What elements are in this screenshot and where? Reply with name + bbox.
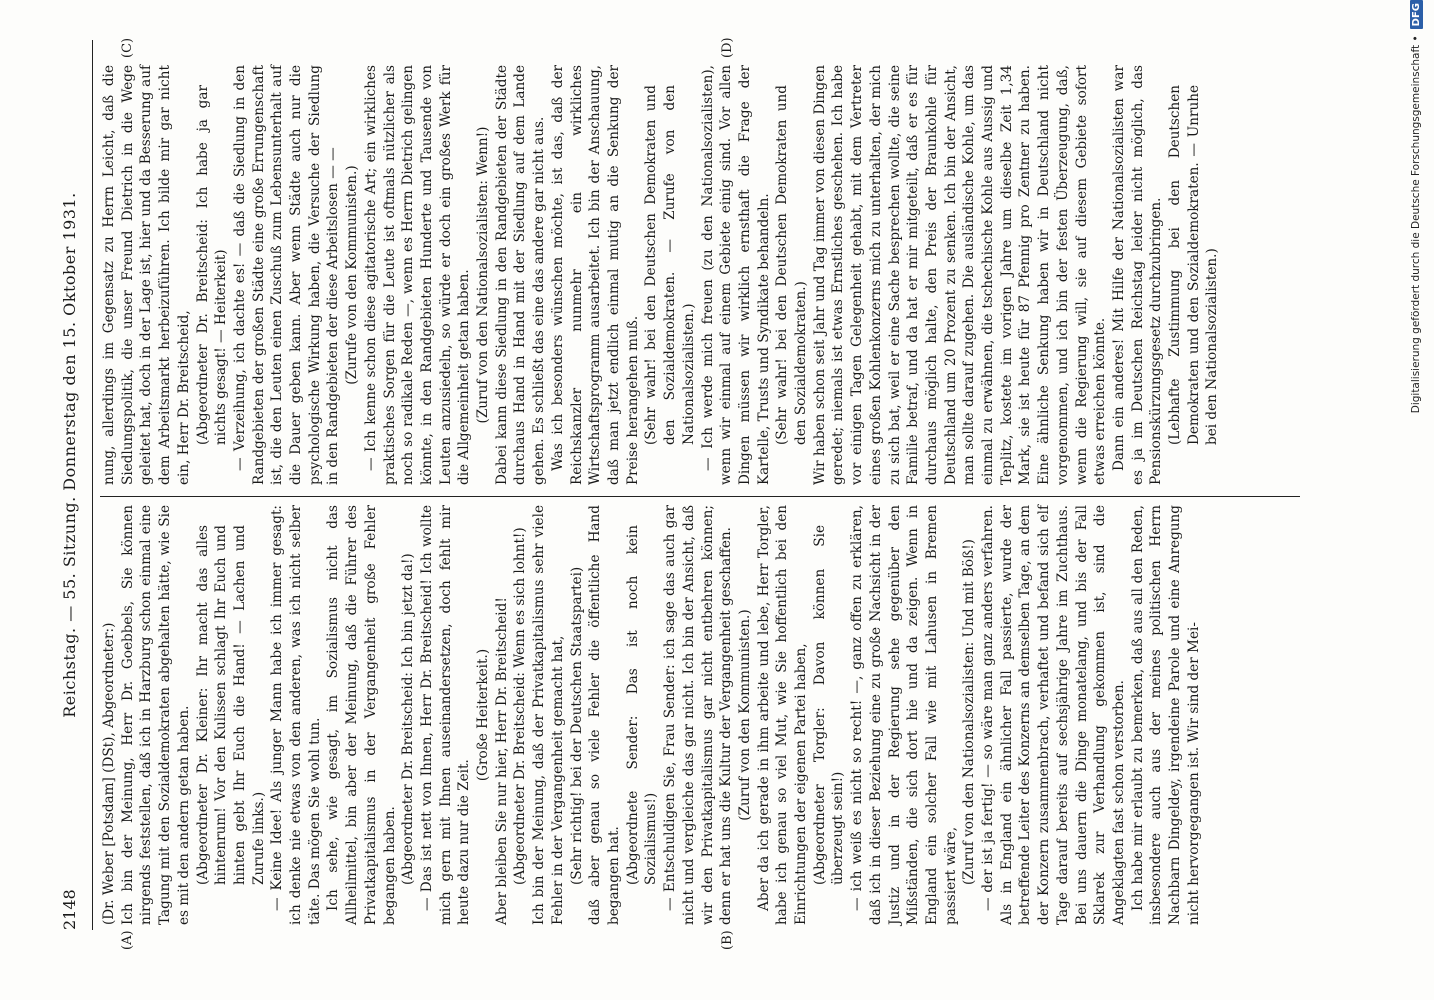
paragraph: Aber bleiben Sie nur hier, Herr Dr. Breitscheid!	[493, 597, 510, 925]
paragraph: (Abgeordneter Dr. Kleiner: Ihr macht das alles hintenrum! Vor den Kulissen schlagt Ihr Euch und hinten gebt Ihr Euch die Hand! — Lachen und Zurufe links.)	[194, 525, 267, 885]
dfg-logo: DFG	[1410, 0, 1423, 29]
paragraph: daß aber genau so viele Fehler die öffentliche Hand begangen hat.	[587, 505, 622, 925]
paragraph: (Sehr wahr! bei den Deutschen Demokraten und den Sozialdemokraten.)	[774, 85, 810, 445]
margin-mark-a: (A)	[120, 930, 135, 950]
paragraph: (Zuruf von den Nationalsozialisten: Und mit Böß!)	[961, 539, 978, 885]
page-number: 2148	[60, 889, 79, 930]
paragraph: — Keine Idee! Als junger Mann habe ich immer gesagt: ich denke nie etwas von den anderen, was ich nicht selber täte. Das mögen Sie wohl tun.	[269, 505, 323, 925]
paragraph: — Ich kenne schon diese agitatorische Art; ein wirkliches praktisches Sorgen für die Leute ist oftmals nützlicher als noch so radikale Reden —, wenn es Herrn Dietrich gelingen könnte, in den Randgebieten Hunderte und Tausende von Leuten anzusiedeln, so würde er doch ein großes Werk für die Allgemeinheit getan haben.	[362, 65, 473, 485]
paragraph: — Entschuldigen Sie, Frau Sender: ich sage das auch gar nicht und vergleiche das gar nicht. Ich bin der Ansicht, daß wir den Privatkapitalismus gar nicht entbehren können; denn er hat uns die Kultur der Vergangenheit geschaffen.	[662, 505, 735, 925]
margin-mark-c: (C)	[120, 37, 135, 58]
left-text-column	[100, 505, 1203, 925]
paragraph: (Lebhafte Zustimmung bei den Deutschen Demokraten und den Sozialdemokraten. — Unruhe bei den Nationalsozialisten.)	[1167, 85, 1221, 445]
digitization-credit	[1404, 0, 1428, 990]
paragraph: nung, allerdings im Gegensatz zu Herrn Leicht, daß die Siedlungspolitik, die unser Freund Dietrich in die Wege geleitet hat, doch in der Lage ist, hier und da Besserung auf dem Arbeitsmarkt herbeizuführen. Ich bilde mir gar nicht ein, Herr Dr. Breitscheid,	[101, 65, 192, 485]
paragraph: — Ich werde mich freuen (zu den Nationalsozialisten), wenn wir einmal auf einem Gebiete einig sind. Vor allen Dingen müssen wir wirklich ernsthaft die Frage der Kartelle, Trusts und Syndikate behandeln.	[699, 65, 772, 485]
margin-mark-d: (D)	[720, 37, 735, 58]
paragraph: (Zuruf von den Nationalsozialisten: Wenn!)	[475, 126, 492, 424]
paragraph: — Verzeihung, ich dachte es! — daß die Siedlung in den Randgebieten der großen Städte eine große Errungenschaft ist, die den Leuten einen Zuschuß zum Lebensunterhalt auf die Dauer geben kann. Aber wenn Städte auch nur die psychologische Wirkung haben, die Versuche der Siedlung in den Randgebieten der diese Arbeitslosen — —	[231, 65, 342, 485]
paragraph: Aber da ich gerade in ihm arbeite und lebe, Herr Torgler, habe ich genau so viel Mut, wie Sie hoffentlich bei den Einrichtungen der eigenen Partei haben,	[755, 505, 810, 925]
paragraph: (Große Heiterkeit.)	[475, 648, 492, 782]
paragraph: Ich habe mir erlaubt zu bemerken, daß aus all den Reden, insbesondere auch aus der meines politischen Herrn Nachbarn Dingeldey, irgendeine Parole und eine Anregung nicht hervorgegangen ist. Wir sind der Mei-	[1129, 505, 1202, 925]
paragraph: — Das ist nett von Ihnen, Herr Dr. Breitscheid! Ich wollte mich gern mit Ihnen auseinandersetzen, doch fehlt mir heute dazu nur die Zeit.	[418, 505, 473, 925]
paragraph: (Abgeordneter Dr. Breitscheid: Wenn es sich lohnt!)	[512, 527, 529, 885]
paragraph: (Abgeordneter Dr. Breitscheid: Ich habe ja gar nichts gesagt! — Heiterkeit)	[194, 85, 230, 445]
right-text-column	[100, 65, 1222, 485]
paragraph: Ich bin der Meinung, Herr Dr. Goebbels, Sie können nirgends feststellen, daß ich in Harzburg schon einmal eine Tagung mit den Sozialdemokraten abgehalten hätte, wie Sie es mit den andern getan haben.	[119, 505, 192, 925]
column-divider	[100, 496, 1300, 497]
paragraph: — der ist ja fertig! — so wäre man ganz anders verfahren. Als in England ein ähnlicher Fall passierte, wurde der betreffende Leiter des Konzerns an demselben Tage, an dem der Konzern zusammenbrach, verhaftet und befand sich elf Tage darauf bereits auf sechsjährige Jahre im Zuchthaus. Bei uns dauern die Dinge monatelang, und bis der Fall Sklarek zur Verhandlung gekommen ist, sind die Angeklagten fast schon verstorben.	[980, 505, 1127, 925]
paragraph: (Sehr richtig! bei der Deutschen Staatspartei)	[568, 566, 585, 885]
paragraph: Ich bin der Meinung, daß der Privatkapitalismus sehr viele Fehler in der Vergangenheit gemacht hat,	[531, 505, 566, 925]
margin-mark-b: (B)	[720, 930, 735, 950]
paragraph: Dann ein anderes! Mit Hilfe der Nationalsozialisten war es ja im Deutschen Reichstag leider nicht möglich, das Pensionskürzungsgesetz durchzubringen.	[1110, 65, 1165, 485]
page-header	[60, 40, 90, 930]
paragraph: (Abgeordneter Dr. Breitscheid: Ich bin jetzt da!)	[400, 553, 417, 885]
paragraph: Dabei kann diese Siedlung in den Randgebieten der Städte durchaus Hand in Hand mit der Siedlung auf dem Lande gehen. Es schließt das eine das andere gar nicht aus.	[493, 65, 548, 485]
paragraph: (Zurufe von den Kommunisten.)	[344, 165, 361, 385]
paragraph: (Abgeordneter Torgler: Davon können Sie überzeugt sein!)	[811, 525, 847, 885]
paragraph: (Sehr wahr! bei den Deutschen Demokraten und den Sozialdemokraten. — Zurufe von den Nationalsozialisten.)	[643, 85, 697, 445]
paragraph: (Abgeordnete Sender: Das ist noch kein Sozialismus!)	[624, 525, 660, 885]
running-title: Reichstag. — 55. Sitzung. Donnerstag den 15. Oktober 1931.	[60, 192, 79, 718]
paragraph: — ich weiß es nicht so recht! —, ganz offen zu erklären, daß ich in dieser Beziehung eine zu große Nachsicht in der Justiz und in der Regierung sehe gegenüber den Mißständen, die sich dort hie und da zeigen. Wenn in England ein solcher Fall wie mit Lahusen in Bremen passiert wäre,	[849, 505, 959, 925]
paragraph: (Dr. Weber [Potsdam] (DSt), Abgeordneter:)	[101, 622, 117, 925]
credit-text: Digitalisierung gefördert durch die Deutsche Forschungsgemeinschaft •	[1410, 35, 1422, 414]
paragraph: (Zuruf von den Kommunisten.)	[736, 609, 753, 821]
paragraph: Was ich besonders wünschen möchte, ist das, daß der Reichskanzler nunmehr ein wirkliches Wirtschaftsprogramm ausarbeitet. Ich bin der Anschauung, daß man jetzt endlich einmal mutig an die Senkung der Preise herangehen muß.	[549, 65, 641, 485]
paragraph: Ich sehe, wie gesagt, im Sozialismus nicht das Allheilmittel, bin aber der Meinung, daß die Führer des Privatkapitalismus in der Vergangenheit große Fehler begangen haben.	[325, 505, 398, 925]
paragraph: Wir haben schon seit Jahr und Tag immer von diesen Dingen geredet; niemals ist etwas Ernstliches geschehen. Ich habe vor einigen Tagen Gelegenheit gehabt, mit dem Vertreter eines großen Kohlenkonzerns mich zu unterhalten, der mich zu sich bat, weil er eine Sache besprechen wollte, die seine Familie betraf, und da hat er mir mitgeteilt, daß er es für durchaus möglich halte, den Preis der Braunkohle für Deutschland um 20 Prozent zu senken. Ich bin der Ansicht, man sollte darauf zugehen. Die ausländische Kohle, um das einmal zu erwähnen, die tschechische Kohle aus Aussig und Teplitz, kostete im vorigen Jahre um dieselbe Zeit 1,34 Mark, sie ist heute für 87 Pfennig pro Zentner zu haben. Eine ähnliche Senkung haben wir in Deutschland nicht vorgenommen, und ich bin der festen Überzeugung, daß, wenn die Regierung will, sie auf diesem Gebiete sofort etwas erreichen könnte.	[811, 65, 1109, 485]
header-rule	[92, 40, 93, 930]
